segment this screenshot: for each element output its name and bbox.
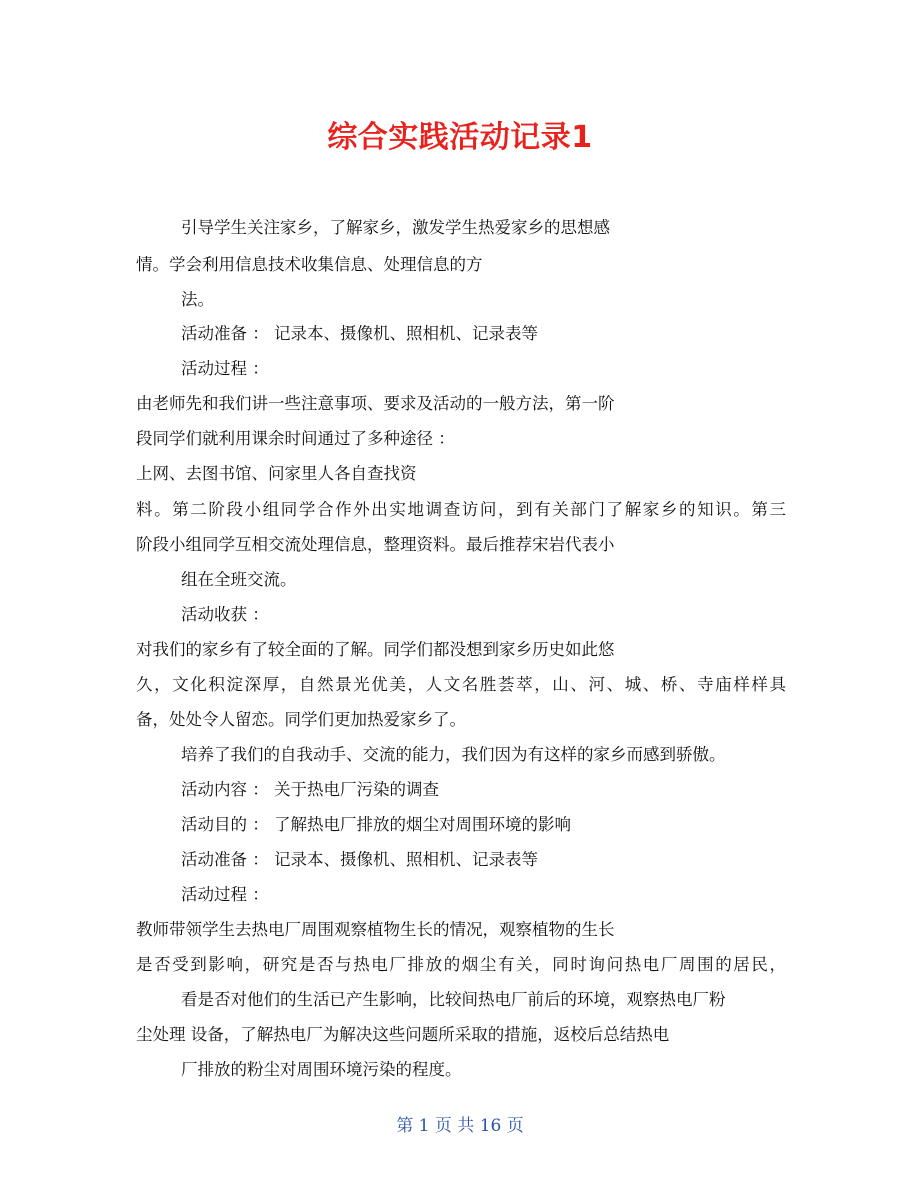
paragraph-line: 活动准备 ： 记录本、摄像机、照相机、记录表等	[181, 850, 538, 869]
paragraph-line: 段同学们就利用课余时间通过了多种途径 ：	[136, 429, 455, 448]
paragraph-line: 上网、去图书馆、问家里人各自查找资	[136, 464, 417, 483]
paragraph-line: 教师带领学生去热电厂周围观察植物生长的情况，观察植物的生长	[136, 920, 615, 939]
paragraph-line: 活动准备 ： 记录本、摄像机、照相机、记录表等	[181, 324, 538, 343]
paragraph-line: 阶段小组同学互相交流处理信息，整理资料。最后推荐宋岩代表小	[136, 535, 615, 554]
paragraph-line: 活动过程 ：	[181, 885, 269, 904]
paragraph-line: 活动过程 ：	[181, 359, 269, 378]
paragraph-line: 是否受到影响，研究是否与热电厂排放的烟尘有关，同时询问热电厂周围的居民，	[136, 955, 786, 974]
paragraph-line: 活动内容 ： 关于热电厂污染的调查	[181, 780, 439, 799]
paragraph-line: 对我们的家乡有了较全面的了解。同学们都没想到家乡历史如此悠	[136, 640, 615, 659]
paragraph-line: 情。学会利用信息技术收集信息、处理信息的方	[136, 255, 483, 274]
paragraph-line: 活动收获 ：	[181, 605, 269, 624]
paragraph-line: 看是否对他们的生活已产生影响，比较间热电厂前后的环境，观察热电厂粉	[181, 990, 726, 1009]
paragraph-line: 料。第二阶段小组同学合作外出实地调查访问，到有关部门了解家乡的知识。第三	[136, 500, 786, 519]
paragraph-line: 久，文化积淀深厚，自然景光优美，人文名胜荟萃，山、河、城、桥、寺庙样样具	[136, 675, 786, 694]
document-title: 综合实践活动记录1	[327, 120, 593, 155]
paragraph-line: 活动目的 ： 了解热电厂排放的烟尘对周围环境的影响	[181, 815, 571, 834]
paragraph-line: 厂排放的粉尘对周围环境污染的程度。	[181, 1060, 462, 1079]
paragraph-line: 培养了我们的自我动手、交流的能力，我们因为有这样的家乡而感到骄傲。	[181, 745, 726, 764]
paragraph-line: 法。	[181, 290, 214, 309]
paragraph-line: 备，处处令人留恋。同学们更加热爱家乡了。	[136, 710, 466, 729]
paragraph-line: 尘处理 设备，了解热电厂为解决这些问题所采取的措施，返校后总结热电	[136, 1025, 670, 1044]
page-number-footer: 第 1 页 共 16 页	[396, 1116, 524, 1136]
paragraph-line: 引导学生关注家乡，了解家乡，激发学生热爱家乡的思想感	[181, 218, 610, 237]
paragraph-line: 由老师先和我们讲一些注意事项、要求及活动的一般方法，第一阶	[136, 394, 615, 413]
paragraph-line: 组在全班交流。	[181, 570, 297, 589]
